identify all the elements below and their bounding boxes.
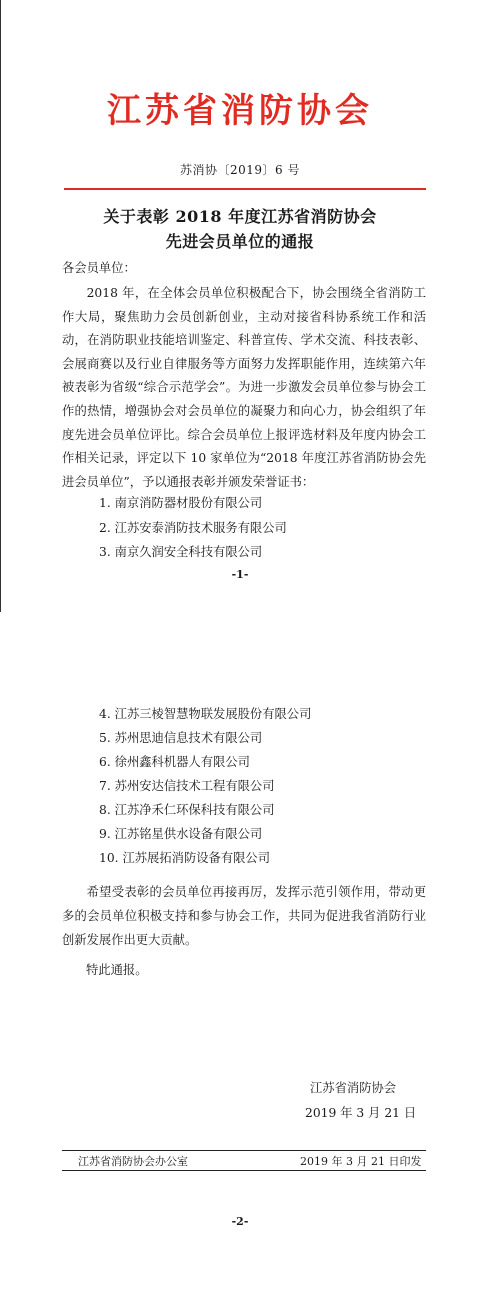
document-number: 苏消协〔2019〕6 号 bbox=[180, 163, 300, 177]
footer-print-date: 2019 年 3 月 21 日印发 bbox=[300, 1155, 422, 1168]
closing-remark: 特此通报。 bbox=[86, 963, 148, 977]
footer-rule-top bbox=[62, 1150, 426, 1151]
list-item: 5. 苏州思迪信息技术有限公司 bbox=[99, 731, 263, 745]
list-item: 6. 徐州鑫科机器人有限公司 bbox=[99, 755, 250, 769]
notice-body-paragraph: 2018 年，在全体会员单位积极配合下，协会围绕全省消防工作大局，聚焦助力会员创新创业，主动对接省科协系统工作和活动，在消防职业技能培训鉴定、科普宣传、学术交流、科技表彰、会展商赛以及行业自律服务等方面努力发挥职能作用，连续第六年被表彰为省级“综合示范学会”。为进一步激发会员单位参与协会工作的热情，增强协会对会员单位的凝聚力和向心力，协会组织了年度先进会员单位评比。综合会员单位上报评选材料及年度内协会工作相关记录，评定以下 10 家单位为“2018 年度江苏省消防协会先进会员单位”，予以通报表彰并颁发荣誉证书： bbox=[62, 286, 426, 489]
list-item: 4. 江苏三棱智慧物联发展股份有限公司 bbox=[99, 707, 312, 721]
signature-organization: 江苏省消防协会 bbox=[310, 1081, 397, 1095]
closing-paragraph: 希望受表彰的会员单位再接再厉，发挥示范引领作用，带动更多的会员单位积极支持和参与协会工作，共同为促进我省消防行业创新发展作出更大贡献。 bbox=[62, 885, 426, 947]
red-divider bbox=[64, 188, 426, 190]
list-item: 8. 江苏净禾仁环保科技有限公司 bbox=[99, 803, 275, 817]
page-number-1: -1- bbox=[231, 568, 249, 581]
list-item: 10. 江苏展拓消防设备有限公司 bbox=[99, 851, 271, 865]
page-number-2: -2- bbox=[231, 1215, 249, 1228]
footer-issuer: 江苏省消防协会办公室 bbox=[78, 1155, 188, 1168]
list-item: 7. 苏州安达信技术工程有限公司 bbox=[99, 779, 275, 793]
salutation: 各会员单位： bbox=[62, 261, 136, 275]
list-item: 9. 江苏铭星供水设备有限公司 bbox=[99, 827, 263, 841]
list-item: 1. 南京消防器材股份有限公司 bbox=[99, 496, 263, 510]
notice-title-line-1: 关于表彰 2018 年度江苏省消防协会 bbox=[103, 207, 377, 226]
list-item: 3. 南京久润安全科技有限公司 bbox=[99, 545, 263, 559]
org-header-title: 江苏省消防协会 bbox=[107, 91, 373, 131]
list-item: 2. 江苏安泰消防技术服务有限公司 bbox=[99, 521, 287, 535]
footer-rule-bottom bbox=[62, 1170, 426, 1171]
notice-title-line-2: 先进会员单位的通报 bbox=[165, 232, 315, 251]
signature-date: 2019 年 3 月 21 日 bbox=[305, 1106, 417, 1120]
